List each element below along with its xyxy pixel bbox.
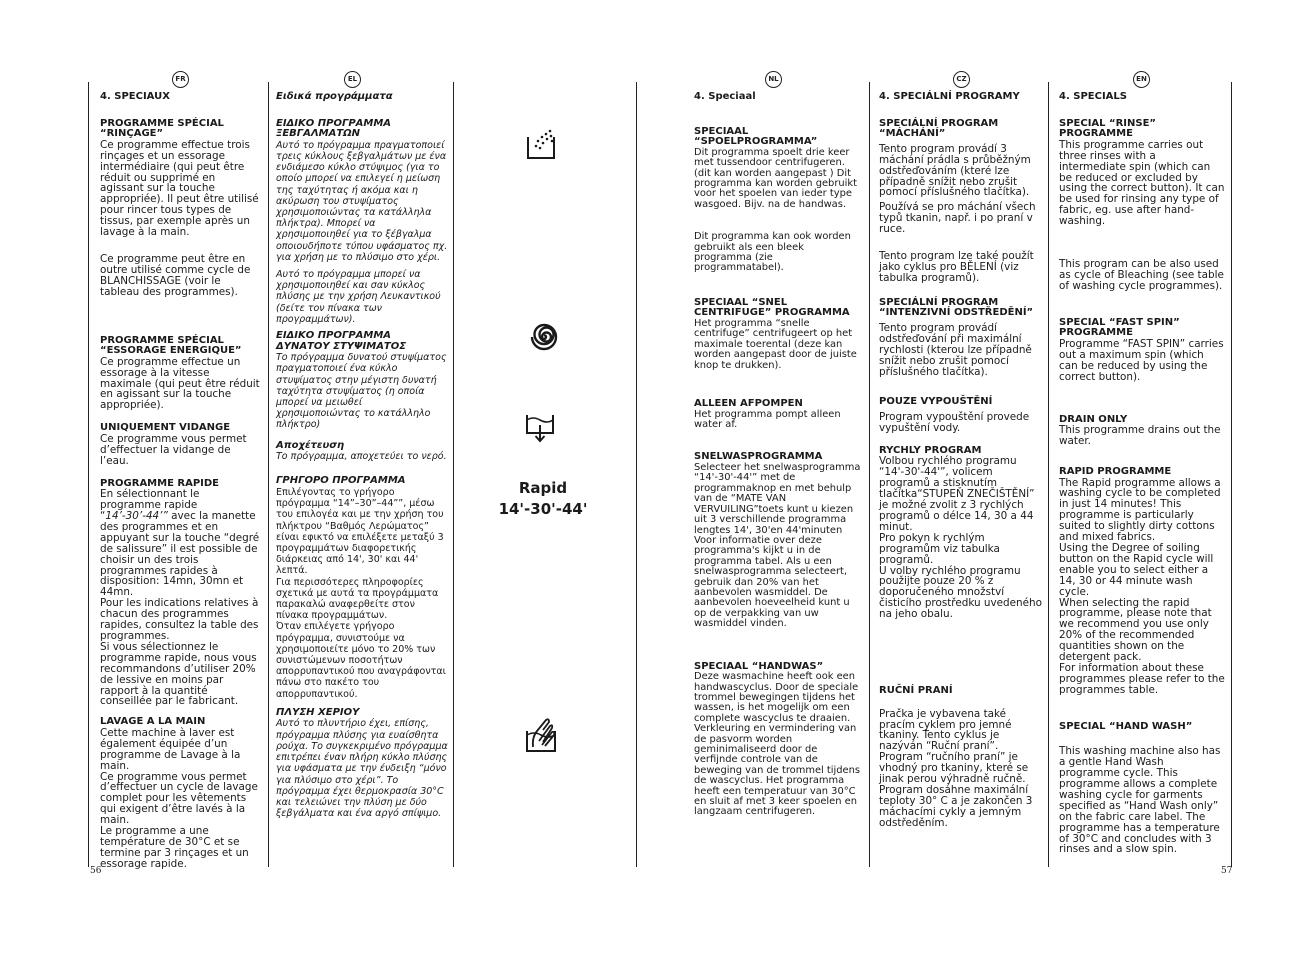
en-drain-text: This programme drains out the water.: [1059, 424, 1221, 448]
cz-rapid-heading: RYCHLY PROGRAM: [879, 444, 982, 456]
cz-rinse-text: Tento program provádí 3 máchání prádla s průběžným odstřeďováním (které lze případně snížit nebo zrušit pomocí příslušného tlačítka).: [879, 142, 1031, 199]
en-drain-heading: DRAIN ONLY: [1059, 413, 1128, 425]
column-el: [276, 92, 448, 819]
column-cz: [879, 92, 1044, 829]
cz-rinse-text-3: Tento program lze také použít jako cyklus pro BĚLENÍ (viz tabulka programů).: [879, 250, 1034, 284]
nl-rinse-text: Dit programma spoelt drie keer met tussendoor centrifugeren. (dit kan worden aangepast ) Dit programma kan worden gebruikt voor het spoelen van ieder type wasgoed. Bijv. na de handwas.: [694, 146, 857, 210]
rule-center: [636, 82, 637, 867]
nl-rinse-text-2: Dit programma kan ook worden gebruikt als een bleek programma (zie programmatabel).: [694, 231, 851, 274]
cz-rapid-text-2: Pro pokyn k rychlým programům viz tabulka programů.: [879, 531, 1000, 566]
fr-hand-heading: LAVAGE A LA MAIN: [100, 716, 206, 728]
cz-spin-heading: SPECIÁLNÍ PROGRAM “INTENZIVNÍ ODSTŘEDĚNÍ”: [879, 296, 1034, 319]
fr-rapid-text: En sélectionnant le programme rapide “14’-30’-44’” avec la manette des programmes et en appuyant sur la touche “degré de salissure” il est possible de choisir un des trois programmes rapides à disposition: 14mn, 30mn et 44mn.: [100, 488, 260, 599]
fr-title: 4. SPECIAUX: [100, 91, 170, 102]
en-rapid-text: The Rapid programme allows a washing cycle to be completed in just 14 minutes! This programme is particularly suited to slightly dirty cottons and mixed fabrics.: [1059, 476, 1221, 544]
fr-hand-text: Cette machine à laver est également équipée d’un programme de Lavage à la main.: [100, 726, 241, 772]
nl-rapid-heading: SNELWASPROGRAMMA: [694, 451, 823, 463]
drain-basin-icon: [525, 411, 555, 443]
nl-drain-heading: ALLEEN AFPOMPEN: [694, 398, 803, 410]
cz-drain-heading: POUZE VYPOUŠTĚNÍ: [879, 396, 993, 408]
el-spin-heading: ΕΙΔΙΚΟ ΠΡΟΓΡΑΜΜΑ ΔΥΝΑΤΟΥ ΣΤΥΨΙΜΑΤΟΣ: [276, 330, 407, 352]
flag-cz: CZ: [953, 71, 970, 88]
fr-spin-heading: PROGRAMME SPÉCIAL “ESSORAGE ENERGIQUE”: [100, 334, 242, 357]
rapid-label-times: 14'-30'-44': [498, 500, 588, 518]
fr-drain-heading: UNIQUEMENT VIDANGE: [100, 422, 231, 434]
el-hand-text: Αυτό το πλυντήριο έχει, επίσης, πρόγραμμα πλύσης για ευαίσθητα ρούχα. Το συγκεκριμένο πρόγραμμα επιτρέπει έναν πλήρη κύκλο πλύσης για υφάσματα με την ένδειξη “μόνο για πλύσιμο στο χέρι”. Το πρόγραμμα έχει θερμοκρασία 30°C και τελειώνει την πλύση με δύο ξεβγάλματα και ένα αργό σπίψιμο.: [276, 718, 448, 820]
el-rapid-heading: ΓΡΗΓΟΡΟ ΠΡΟΓΡΑΜΜΑ: [276, 475, 406, 487]
nl-rapid-text: Selecteer het snelwasprogramma “14'-30'-44'” met de programmaknop en met behulp van de “MATE VAN VERVUILING”toets kunt u kiezen uit 3 verschillende programma lengtes 14', 30'en 44'minuten Voor informatie over deze programma's kijkt u in de programma tabel. Als u een snelwasprogramma selecteert, gebruik dan 20% van het aanbevolen wasmiddel. De aanbevolen hoeveelheid kunt u op de verpakking van uw wasmiddel vinden.: [694, 462, 861, 630]
rapid-label: [495, 478, 591, 520]
en-spin-heading: SPECIAL “FAST SPIN” PROGRAMME: [1059, 316, 1180, 339]
column-nl: [694, 92, 864, 818]
nl-drain-text: Het programma pompt alleen water af.: [694, 408, 841, 431]
fr-rinse-text-2: Ce programme peut être en outre utilisé comme cycle de BLANCHISSAGE (voir le tableau des programmes).: [100, 252, 251, 298]
en-hand-heading: SPECIAL “HAND WASH”: [1059, 720, 1193, 732]
rule-cz-en: [1048, 82, 1049, 867]
en-rinse-heading: SPECIAL “RINSE” PROGRAMME: [1059, 117, 1156, 140]
fr-rinse-heading: PROGRAMME SPÉCIAL “RINÇAGE”: [100, 117, 224, 140]
el-drain-heading: Αποχέτευση: [276, 439, 345, 451]
en-rapid-heading: RAPID PROGRAMME: [1059, 465, 1172, 477]
nl-spin-text: Het programma “snelle centrifuge” centrifugeert op het maximale toerental (deze kan worden aangepast door de juiste knop te drukken).: [694, 318, 857, 371]
cz-title: 4. SPECIÁLNÍ PROGRAMY: [879, 91, 1020, 102]
en-hand-text: This washing machine also has a gentle Hand Wash programme cycle. This programme allows a complete washing cycle for garments specified as “Hand Wash only” on the fabric care label. The programme has a temperature of 30°C and concludes with 3 rinses and a slow spin.: [1059, 745, 1221, 856]
fr-drain-text: Ce programme vous permet d’effectuer la vidange de l’eau.: [100, 432, 247, 467]
flag-fr: FR: [172, 71, 189, 88]
en-rinse-text-2: This program can be also used as cycle of Bleaching (see table of washing cycle programmes).: [1059, 258, 1224, 292]
nl-hand-text: Deze wasmachine heeft ook een handwascyclus. Door de speciale trommel bewegingen tijdens het wassen, is het mogelijk om een complete wascyclus te draaien. Verkleuring en vermindering van de pasvorm worden geminimaliseerd door de verfijnde controle van de beweging van de trommel tijdens de wascyclus. Het programma heeft een temperatuur van 30°C en sluit af met 3 keer spoelen en langzaam centrifugeren.: [694, 671, 861, 818]
fr-rapid-heading: PROGRAMME RAPIDE: [100, 477, 220, 489]
el-title: Ειδικά προγράμματα: [276, 91, 393, 102]
el-hand-heading: ΠΛΥΣΗ ΧΕΡΙΟΥ: [276, 706, 360, 718]
el-rinse-text-2: Αυτό το πρόγραμμα μπορεί να χρησιμοποιηθεί και σαν κύκλος πλύσης με την χρήση Λευκαντικού (δείτε τον πίνακα των προγραμμάτων).: [276, 269, 441, 325]
nl-title: 4. Speciaal: [694, 91, 756, 102]
rule-left: [88, 82, 89, 867]
el-rinse-text: Αυτό το πρόγραμμα πραγματοποιεί τρεις κύκλους ξεβγαλμάτων με ένα ενδιάμεσο κύκλο στύψιμος (για το οποίο μπορεί να επιλεγεί η μείωση της ταχύτητας ή ακόμα και η ακύρωση του στυψίματος χρησιμοποιώντας τα κατάλληλα πλήκτρα). Μπορεί να χρησιμοποιηθεί για το ξέβγαλμα οποιουδήποτε τύπου υφάσματος πχ. για χρήση με το πλύσιμο στο χέρι.: [276, 139, 448, 263]
el-rapid-text: Επιλέγοντας το γρήγορο πρόγραμμα “14”–30”–44””, μέσω του επιλογέα και με την χρήση του πλήκτρου “Βαθμός Λερώματος” είναι εφικτό να επιλέξετε μεταξύ 3 προγραμμάτων διαφορετικής διάρκειας από 14', 30' και 44' λεπτά.: [276, 487, 444, 577]
nl-hand-heading: SPECIAAL “HANDWAS”: [694, 660, 824, 672]
en-rapid-text-4: For information about these programmes please refer to the programmes table.: [1059, 661, 1225, 696]
en-rapid-text-2: Using the Degree of soiling button on the Rapid cycle will enable you to select either a 14, 30 or 44 minute wash cycle.: [1059, 542, 1214, 598]
nl-spin-heading: SPECIAAL “SNEL CENTRIFUGE” PROGRAMMA: [694, 296, 850, 319]
fr-hand-text-2: Ce programme vous permet d’effectuer un cycle de lavage complet pour les vêtements qui exigent d’être lavés à la main.: [100, 770, 258, 827]
hand-wash-icon: [525, 717, 559, 753]
fr-hand-text-3: Le programme a une température de 30°C et se termine par 3 rinçages et un essorage rapide.: [100, 825, 249, 870]
nl-rinse-heading: SPECIAAL “SPOELPROGRAMMA”: [694, 125, 818, 148]
rule-fr-el: [268, 82, 269, 867]
en-rinse-text: This programme carries out three rinses with a intermediate spin (which can be reduced or excluded by using the correct button). It can be used for rinsing any type of fabric, eg. use after hand-washing.: [1059, 138, 1225, 228]
cz-rapid-text: Volbou rychlého programu “14'-30'-44'”, volicem programů a stisknutím tlačítka“STUPEŇ ZNEČIŠTĚNÍ” je možné zvolit z 3 rychlých programů o délce 14, 30 a 44 minut.: [879, 455, 1035, 533]
column-en: [1059, 92, 1225, 855]
column-fr: [100, 92, 262, 870]
flag-en: EN: [1133, 71, 1150, 88]
el-rapid-text-2: Για περισσότερες πληροφορίες σχετικά με αυτά τα προγράμματα παρακαλώ αναφερθείτε στον πίνακα προγραμμάτων.: [276, 576, 439, 622]
fr-rapid-text-3: Si vous sélectionnez le programme rapide, nous vous recommandons d’utiliser 20% de lessive en moins par rapport à la quantité conseillée par le fabricant.: [100, 640, 257, 708]
page-number-right: 57: [1221, 866, 1233, 876]
rule-right: [1231, 82, 1232, 867]
flag-el: EL: [344, 71, 361, 88]
fr-spin-text: Ce programme effectue un essorage à la vitesse maximale (qui peut être réduit en agissant sur la touche appropriée).: [100, 355, 260, 412]
rapid-label-title: Rapid: [518, 479, 568, 497]
fr-rinse-text: Ce programme effectue trois rinçages et un essorage intermédiaire (qui peut être réduit ou supprimé en agissant sur la touche appropriée). Il peut être utilisé pour rincer tous types de tissus, par exemple après un lavage à la main.: [100, 138, 259, 239]
page-number-left: 56: [90, 866, 102, 876]
rule-nl-cz: [869, 82, 870, 867]
el-drain-text: Το πρόγραμμα, αποχετεύει το νερό.: [276, 451, 447, 463]
cz-spin-text: Tento program provádí odstřeďování při maximální rychlosti (kterou lze případně snížit nebo zrušit pomocí příslušného tlačítka).: [879, 321, 1032, 378]
flag-nl: NL: [765, 71, 782, 88]
cz-hand-text: Pračka je vybavena také pracím cyklem pro jemné tkaniny. Tento cyklus je nazýván “Ruční praní”. Program “ručního praní” je vhodný pro tkaniny, které se jinak perou výhradně ručně. Program dosáhne maximální teploty 30° C a je zakončen 3 máchacími cykly a jemným odstředěním.: [879, 707, 1033, 829]
en-spin-text: Programme “FAST SPIN” carries out a maximum spin (which can be reduced by using the correct button).: [1059, 337, 1224, 383]
cz-rapid-text-3: U volby rychlého programu použijte pouze 20 % z doporučeného množství čisticího prostředku uvedeného na jeho obalu.: [879, 564, 1042, 621]
spin-spiral-icon: [527, 320, 561, 354]
rule-el-icons: [453, 82, 454, 867]
cz-hand-heading: RUČNÍ PRANÍ: [879, 685, 953, 697]
en-rapid-text-3: When selecting the rapid programme, please note that we recommend you use only 20% of the recommended quantities shown on the detergent pack.: [1059, 596, 1212, 664]
el-spin-text: Το πρόγραμμα δυνατού στυψίματος πραγματοποιεί ένα κύκλο στυψίματος στην μέγιστη δυνατή ταχύτητα στυψίματος (η οποία μπορεί να μειωθεί χρησιμοποιώντας το κατάλληλο πλήκτρο): [276, 352, 447, 431]
el-rinse-heading: ΕΙΔΙΚΟ ΠΡΟΓΡΑΜΜΑ ΞΕΒΓΑΛΜΑΤΩΝ: [276, 117, 392, 140]
el-rapid-text-3: Όταν επιλέγετε γρήγορο πρόγραμμα, συνιστούμε να χρησιμοποιείτε μόνο το 20% των συνιστώμενων ποσοτήτων απορρυπαντικού που αναγράφονται πάνω στο πακέτο του απορρυπαντικού.: [276, 621, 446, 700]
en-title: 4. SPECIALS: [1059, 91, 1127, 102]
rinse-shower-icon: [525, 128, 559, 162]
cz-rinse-text-2: Používá se pro máchání všech typů tkanin, např. i po praní v ruce.: [879, 201, 1036, 236]
fr-rapid-text-2: Pour les indications relatives à chacun des programmes rapides, consultez la table des programmes.: [100, 597, 259, 642]
cz-rinse-heading: SPECIÁLNÍ PROGRAM “MÁCHÁNÍ”: [879, 117, 999, 140]
cz-drain-text: Program vypouštění provede vypuštění vody.: [879, 411, 1030, 434]
